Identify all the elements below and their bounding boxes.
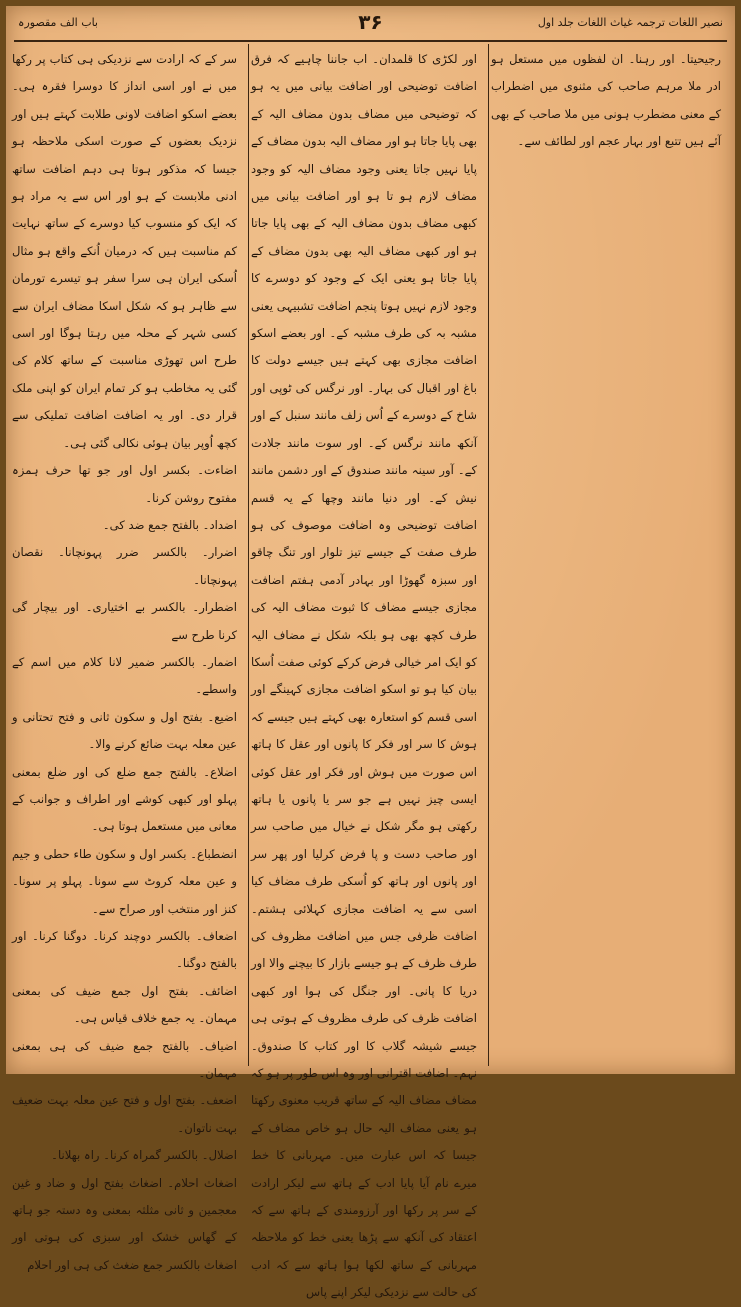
paragraph: سر کے کہ ارادت سے نزدیکی ہی کتاب پر رکھا میں نے اور اسی انداز کا دوسرا فقرہ ہی۔ بعضے اسکو اضافت لاونی طلابت کہتے ہیں اور نزدیک بعضوں کے صورت اسکی ملاحظہ ہو جیسا کہ مذکور ہوتا ہی دہم اضافت ساتھ ادنی ملابست کے ہو اور اس سے یہ مراد ہو کہ ایک کو منسوب کیا دوسرے کے ساتھ نہایت کم مناسبت ہیں کہ درمیان اُنکے واقع ہو مثال اُسکی ایران ہی سرا سفر ہو تیسرے تورمان سے ظاہر ہو کہ شکل اسکا مضاف ایران سے کسی شہر کے محلہ میں رہتا ہوگا اور اسی طرح اس تھوڑی مناسبت کے ساتھ کلام کی گئی یہ مخاطب ہو کر تمام ایران کو اپنی ملک قرار دی۔ اور یہ اضافت اضافت تملیکی سے کچھ اُوپر بیان ہوئی نکالی گئی ہی۔ [12,52,237,450]
text-column-1 [485,46,727,1064]
paragraph: اضعف۔ بفتح اول و فتح عین معلہ بہت ضعیف بہت ناتوان۔ [12,1093,237,1135]
paragraph: اضداد۔ بالفتح جمع ضد کی۔ [102,517,237,532]
paragraph: اضائف۔ بفتح اول جمع ضیف کی بمعنی مہمان۔ یہ جمع خلاف قیاس ہی۔ [12,983,237,1026]
paragraph: اضرار۔ بالکسر ضرر پہونچانا۔ نقصان پہونچانا۔ [12,545,237,587]
paragraph: اور لکڑی کا قلمدان۔ اب جاننا چاہیے کہ فرق اضافت توضیحی اور اضافت بیانی میں یہ ہو کہ توضیحی میں مضاف بدون مضاف الیہ کے بھی پایا جاتا ہو اور مضاف الیہ بدون مضاف کے پایا نہیں جاتا یعنی وجود مضاف الیہ کو وجود مضاف لازم ہو تا ہو اور اضافت بیانی میں کبھی مضاف بدون مضاف الیہ کے بھی پایا جاتا ہو اور کبھی مضاف الیہ بھی بدون مضاف کے پایا جاتا ہو یعنی ایک کے وجود کو دوسرے کا وجود لازم نہیں ہوتا پنجم اضافت تشبیہی یعنی مشبہ بہ کی طرف مشبہ کے۔ اور بعضے اسکو اضافت مجازی بھی کہتے ہیں جیسے دولت کا باغ اور اقبال کی بہار۔ اور نرگس کی ٹوپی اور شاخ کے دوسرے کے اُس زلف مانند سنبل کے اور آنکھ مانند نرگس کے۔ اور سوت مانند جلادت کے۔ آور سینہ مانند صندوق کے اور دشمن مانند نیش کے۔ اور دنیا مانند وچھا کے یہ قسم اضافت توضیحی وہ اضافت موصوف کی ہو طرف صفت کے جیسے تیز تلوار اور تنگ چاقو اور سبزہ گھوڑا اور بہادر آدمی ہفتم اضافت مجازی جیسے مضاف کا ثبوت مضاف الیہ کی طرف کچھ بھی ہو بلکہ شکل نے مضاف الیہ کو ایک امر خیالی فرض کرکے کوئی صفت اُسکا بیان کیا ہو تو اسکو اضافت مجازی کہینگے اور اسی قسم کو استعارہ بھی کہتے ہیں جیسے کہ ہوش کا سر اور فکر کا پانوں اور عقل کا ہاتھ اس صورت میں ہوش اور فکر اور عقل کوئی ایسی چیز نہیں ہے جو سر یا پانوں یا ہاتھ رکھتی ہو مگر شکل نے خیال میں صاحب سر اور صاحب دست و پا فرض کرلیا اور پھر سر اور پانوں اور ہاتھ کو اُسکی طرف مضاف کیا اسی سے یہ اضافت مجازی کہلائی ہشتم۔ اضافت ظرفی جس میں اضافت مظروف کی طرف ظرف کے ہو جیسے بازار کا بیچنے والا اور دریا کا پانی۔ اور جنگل کی ہوا اور کبھی اضافت ظرف کی طرف مظروف کے ہوتی ہی جیسے شیشہ گلاب کا اور کتاب کا صندوق۔ نہم۔ اضافت اقترانی اور وہ اس طور پر ہو کہ مضاف مضاف الیہ کے ساتھ قریب معنوی رکھتا ہو یعنی مضاف الیہ حال ہو خاص مضاف کے جیسا کہ اس عبارت میں۔ مہربانی کا خط میرے نام آیا پایا ادب کے ہاتھ سے لیکر ارادت کے سر پر رکھا اور آرزومندی کے ہاتھ سے کہ اعتقاد کی آنکھ سے پڑھا یعنی خط کو ملاحظہ مہربانی کے ساتھ لکھا ہوا ہاتھ سے کہ ادب کی حالت سے نزدیکی لیکر اپنے پاس [251,52,477,1300]
document-page [6,6,735,1300]
paragraph: اضمار۔ بالکسر ضمیر لانا کلام میں اسم کے واسطے۔ [12,654,237,697]
paragraph: اضیاف۔ بالفتح جمع ضیف کی ہی بمعنی مہمان۔ [12,1038,237,1081]
paragraph: اضاءت۔ بکسر اول اور جو تھا حرف ہمزہ مفتوح روشن کرنا۔ [12,463,237,505]
page-header [14,10,727,42]
text-column-2 [245,46,483,1300]
paragraph: اضیع۔ بفتح اول و سکون ثانی و فتح تحتانی و عین معلہ بہت ضائع کرنے والا۔ [12,709,237,752]
text-column-3 [6,46,243,1272]
paragraph: اضلاع۔ بالفتح جمع ضلع کی اور ضلع بمعنی پہلو اور کبھی کوشے اور اطراف و جوانب کے معانی میں مستعمل ہوتا ہی۔ [12,764,237,834]
page-number: ۳۶ [358,10,383,34]
paragraph: انضطباع۔ بکسر اول و سکون طاء حطی و جیم و عین معلہ کروٹ سے سونا۔ پہلو پر سونا۔ کنز اور منتخب اور صراح سے۔ [12,846,237,916]
running-title: نصیر اللغات ترجمہ غیاث اللغات جلد اول [537,16,723,29]
paragraph: رجیحیتا۔ اور رہنا۔ ان لفظوں میں مستعل ہو ادر ملا مرہم صاحب کی مثنوی میں اضطراب کے معنی مضطرب ہونی میں ملا صاحب کے بھی آئے ہیں تتبع اور بہار عجم اور لطائف سے۔ [491,52,721,149]
paragraph: اضعاف۔ بالکسر دوچند کرنا۔ دوگنا کرنا۔ اور بالفتح دوگنا۔ [12,929,237,971]
paragraph: اضلال۔ بالکسر گمراہ کرنا۔ راہ بھلانا۔ [51,1148,237,1163]
chapter-title: باب الف مقصورہ [18,16,98,29]
paragraph: اضغاث احلام۔ اضغاث بفتح اول و ضاد و غین معجمین و ثانی مثلثہ بمعنی وہ دستہ جو ہاتھ کے گھاس خشک اور سبزی کی ہوتی اور اضغاث بالکسر جمع ضغث کی ہی اور احلام [12,1175,237,1272]
paragraph: اضطرار۔ بالکسر بے اختیاری۔ اور بیچار گی کرنا طرح سے [12,600,237,642]
